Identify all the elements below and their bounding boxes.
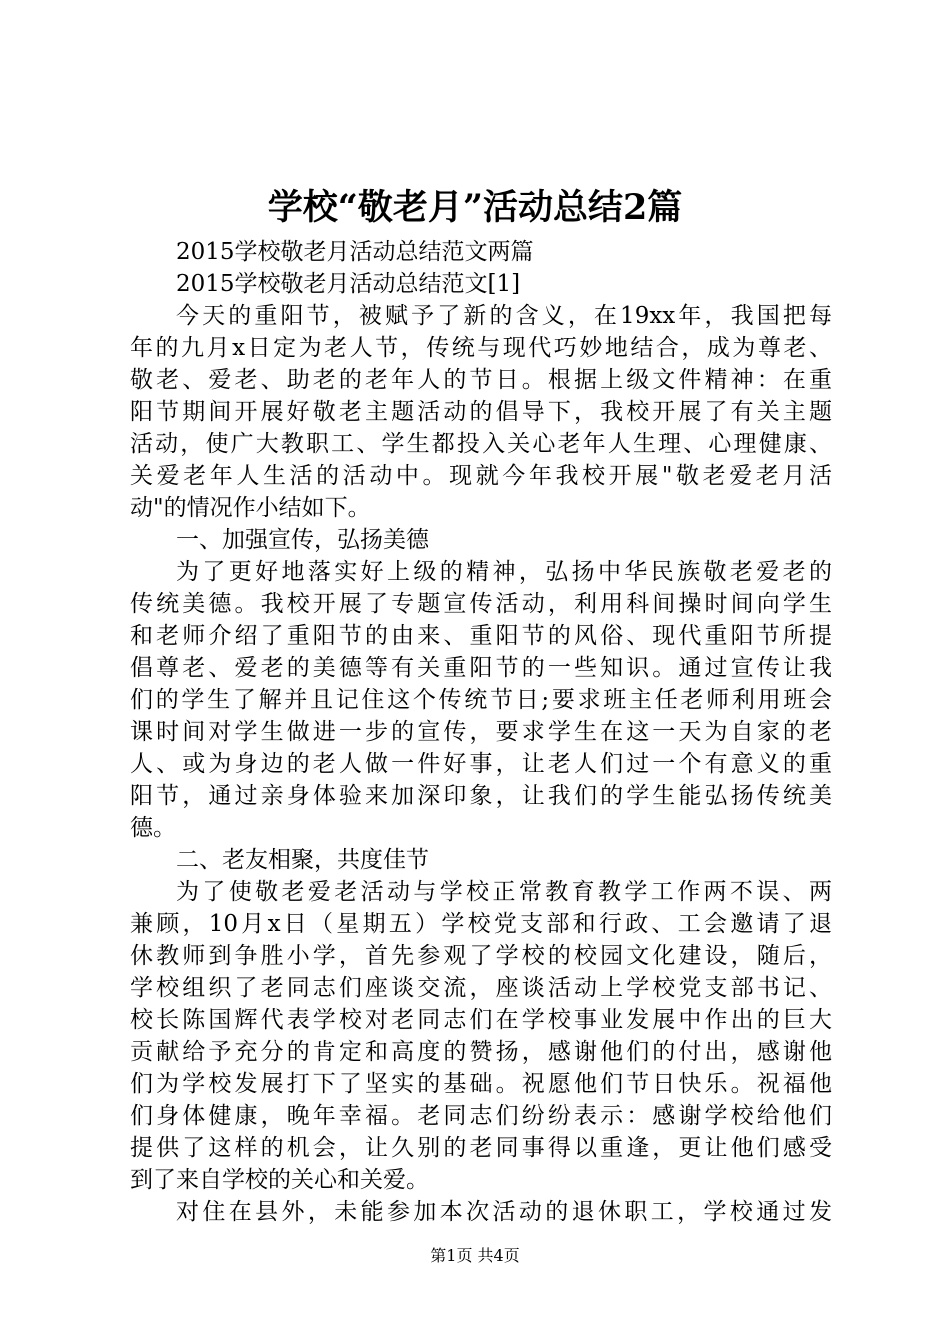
text-line: 阳节期间开展好敬老主题活动的倡导下，我校开展了有关主题 bbox=[130, 399, 832, 425]
text-line: 贡献给予充分的肯定和高度的赞扬，感谢他们的付出，感谢他 bbox=[130, 1039, 832, 1065]
text-line: 提供了这样的机会，让久别的老同事得以重逢，更让他们感受 bbox=[130, 1135, 832, 1161]
text-line: 到了来自学校的关心和关爱。 bbox=[130, 1167, 429, 1193]
text-line: 们为学校发展打下了坚实的基础。祝愿他们节日快乐。祝福他 bbox=[130, 1071, 832, 1097]
text-line: 和老师介绍了重阳节的由来、重阳节的风俗、现代重阳节所提 bbox=[130, 623, 832, 649]
document-title: 学校“敬老月”活动总结2篇 bbox=[267, 187, 683, 228]
text-line: 们身体健康，晚年幸福。老同志们纷纷表示：感谢学校给他们 bbox=[130, 1103, 832, 1129]
document-body bbox=[130, 236, 832, 1228]
page-footer: 第1页 共4页 bbox=[430, 1246, 520, 1265]
text-line: 倡尊老、爱老的美德等有关重阳节的一些知识。通过宣传让我 bbox=[130, 655, 832, 681]
text-line: 敬老、爱老、助老的老年人的节日。根据上级文件精神：在重 bbox=[130, 367, 832, 393]
text-line: 二、老友相聚，共度佳节 bbox=[176, 847, 429, 873]
text-line: 活动，使广大教职工、学生都投入关心老年人生理、心理健康、 bbox=[130, 431, 832, 457]
text-line: 学校组织了老同志们座谈交流，座谈活动上学校党支部书记、 bbox=[130, 975, 832, 1001]
text-line: 兼顾，10月x日（星期五）学校党支部和行政、工会邀请了退 bbox=[130, 911, 832, 937]
text-line: 关爱老年人生活的活动中。现就今年我校开展"敬老爱老月活 bbox=[130, 463, 832, 489]
text-line: 2015学校敬老月活动总结范文两篇 bbox=[176, 239, 534, 265]
text-line: 年的九月x日定为老人节，传统与现代巧妙地结合，成为尊老、 bbox=[130, 335, 832, 361]
text-line: 人、或为身边的老人做一件好事，让老人们过一个有意义的重 bbox=[130, 751, 832, 777]
text-line: 们的学生了解并且记住这个传统节日;要求班主任老师利用班会 bbox=[130, 687, 832, 713]
text-line: 今天的重阳节，被赋予了新的含义，在19xx年，我国把每 bbox=[176, 303, 832, 329]
text-line: 课时间对学生做进一步的宣传，要求学生在这一天为自家的老 bbox=[130, 719, 832, 745]
text-line: 德。 bbox=[130, 815, 176, 841]
text-line: 校长陈国辉代表学校对老同志们在学校事业发展中作出的巨大 bbox=[130, 1007, 832, 1033]
text-line: 为了使敬老爱老活动与学校正常教育教学工作两不误、两 bbox=[176, 879, 832, 905]
text-line: 休教师到争胜小学，首先参观了学校的校园文化建设，随后， bbox=[130, 943, 832, 969]
text-line: 动"的情况作小结如下。 bbox=[130, 495, 371, 521]
text-line: 2015学校敬老月活动总结范文[1] bbox=[176, 271, 521, 297]
text-line: 为了更好地落实好上级的精神，弘扬中华民族敬老爱老的 bbox=[176, 559, 832, 585]
text-line: 一、加强宣传，弘扬美德 bbox=[176, 527, 429, 553]
text-line: 对住在县外，未能参加本次活动的退休职工，学校通过发 bbox=[176, 1199, 832, 1225]
text-line: 阳节，通过亲身体验来加深印象，让我们的学生能弘扬传统美 bbox=[130, 783, 832, 809]
text-line: 传统美德。我校开展了专题宣传活动，利用科间操时间向学生 bbox=[130, 591, 832, 617]
